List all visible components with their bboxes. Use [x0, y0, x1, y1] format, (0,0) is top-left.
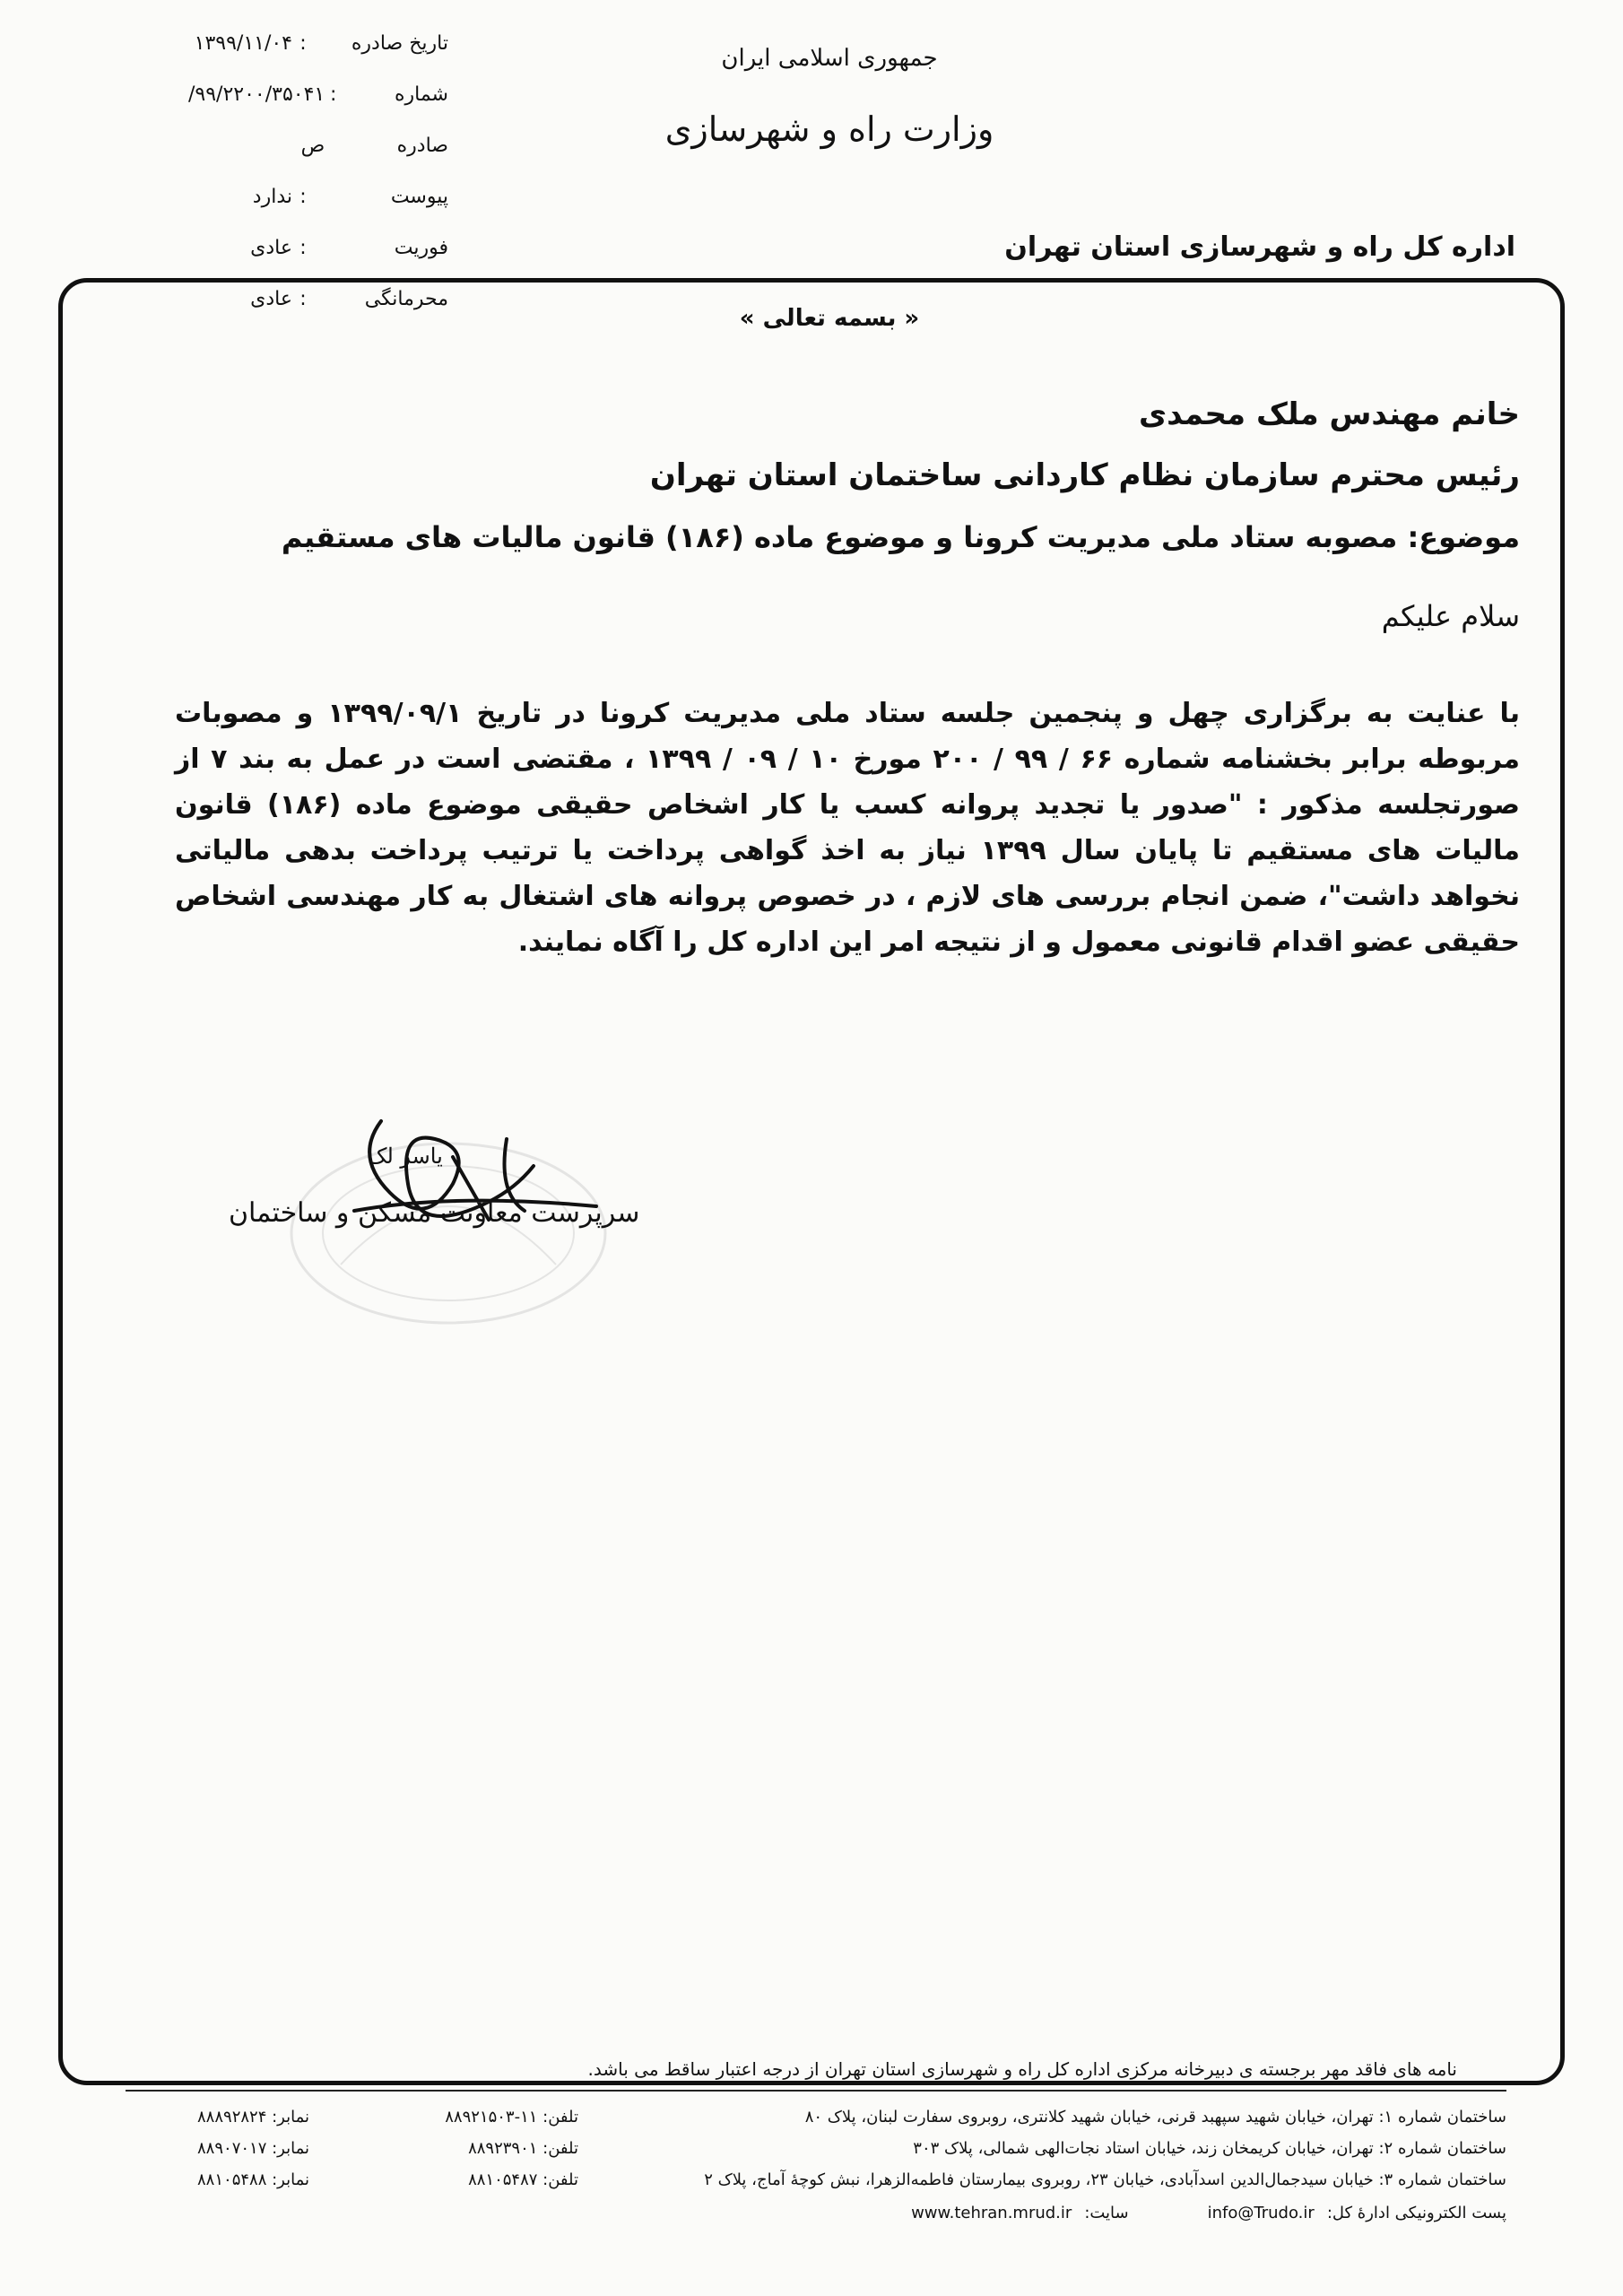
site-label: سایت: [1084, 2204, 1129, 2222]
email-label: پست الکترونیکی ادارهٔ کل: [1326, 2204, 1506, 2222]
meta-value: ۹۹/۲۲۰۰/۳۵۰۴۱/ص [187, 83, 325, 157]
meta-row-issue-date: تاریخ صادره : ۱۳۹۹/۱۱/۰۴ [188, 18, 448, 69]
building-3-fax: نمابر: ۸۸۱۰۵۴۸۸ [197, 2170, 309, 2189]
meta-value: ندارد [252, 186, 292, 208]
email-link[interactable]: info@Trudo.ir [1207, 2204, 1315, 2222]
republic-title: جمهوری اسلامی ایران [721, 45, 938, 72]
meta-label: شماره صادره [394, 83, 448, 157]
meta-label: فوریت [394, 237, 448, 259]
validity-note: نامه های فاقد مهر برجسته ی دبیرخانه مرکزی اداره کل راه و شهرسازی استان تهران از درجه اعتبار ساقط می باشد. [587, 2058, 1457, 2080]
meta-value: عادی [250, 237, 292, 259]
basmala: « بسمه تعالی » [739, 305, 920, 332]
meta-label: محرمانگی [364, 288, 448, 310]
building-2-address: ساختمان شماره ۲: تهران، خیابان کریمخان زند، خیابان استاد نجات‌الهی شمالی، پلاک ۳۰۳ [913, 2139, 1506, 2158]
subject-text: مصوبه ستاد ملی مدیریت کرونا و موضوع ماده (۱۸۶) قانون مالیات های مستقیم [281, 520, 1398, 554]
meta-value: عادی [250, 288, 292, 310]
meta-row-confidentiality: محرمانگی : عادی [188, 274, 448, 325]
contact-row [251, 2204, 1506, 2222]
website-link[interactable]: www.tehran.mrud.ir [911, 2204, 1072, 2222]
meta-row-issue-number: شماره صادره : ۹۹/۲۲۰۰/۳۵۰۴۱/ص [188, 69, 448, 171]
meta-row-attachment: پیوست : ندارد [188, 171, 448, 222]
building-1-address: ساختمان شماره ۱: تهران، خیابان شهید سپهبد قرنی، خیابان شهید کلانتری، روبروی سفارت لبنان، پلاک ۸۰ [804, 2108, 1506, 2126]
meta-value: ۱۳۹۹/۱۱/۰۴ [194, 32, 292, 55]
letter-body: با عنایت به برگزاری چهل و پنجمین جلسه ستاد ملی مدیریت کرونا در تاریخ ۱۳۹۹/۰۹/۱ و مصوبات مربوطه برابر بخشنامه شماره ۶۶ / ۹۹ / ۲۰۰ مورخ ۱۰ / ۰۹ / ۱۳۹۹ ، مقتضی است در عمل به بند ۷ از صورتجلسه مذکور : "صدور یا تجدید پروانه کسب یا کار اشخاص حقیقی موضوع ماده (۱۸۶) قانون مالیات های مستقیم تا پایان سال ۱۳۹۹ نیاز به اخذ گواهی پرداخت یا ترتیب پرداخت بدهی مالیاتی نخواهد داشت"، ضمن انجام بررسی های لازم ، در خصوص پروانه های اشتغال به کار مهندسی اشخاص حقیقی عضو اقدام قانونی معمول و از نتیجه امر این اداره کل را آگاه نمایند. [175, 698, 1520, 958]
building-3-phone: تلفن: ۸۸۱۰۵۴۸۷ [468, 2170, 578, 2189]
subject-line [282, 520, 1520, 554]
building-1-phone: تلفن: ۱۱-۸۸۹۲۱۵۰۳ [445, 2108, 578, 2126]
building-2-fax: نمابر: ۸۸۹۰۷۰۱۷ [197, 2139, 309, 2158]
building-2-phone: تلفن: ۸۸۹۲۳۹۰۱ [468, 2139, 578, 2158]
recipient-title: رئیس محترم سازمان نظام کاردانی ساختمان استان تهران [649, 457, 1520, 493]
subject-label: موضوع: [1407, 520, 1520, 554]
handwritten-signature-icon [220, 1103, 686, 1283]
signatory-name: یاسر لک [368, 1144, 443, 1169]
meta-row-urgency: فوریت : عادی [188, 222, 448, 274]
meta-label: پیوست [390, 186, 448, 208]
ministry-title: وزارت راه و شهرسازی [664, 109, 994, 149]
department-title: اداره کل راه و شهرسازی استان تهران [1004, 231, 1515, 263]
footer-divider [126, 2090, 1506, 2092]
recipient-name: خانم مهندس ملک محمدی [1138, 396, 1520, 432]
building-1-fax: نمابر: ۸۸۸۹۲۸۲۴ [197, 2108, 309, 2126]
meta-label: تاریخ صادره [351, 32, 448, 55]
greeting: سلام علیکم [1381, 599, 1520, 633]
building-3-address: ساختمان شماره ۳: خیابان سیدجمال‌الدین اسدآبادی، خیابان ۲۳، روبروی بیمارستان فاطمه‌الزهرا، نبش کوچهٔ آماج، پلاک ۲ [704, 2170, 1506, 2189]
signatory-title: سرپرست معاونت مسکن و ساختمان [229, 1197, 640, 1229]
